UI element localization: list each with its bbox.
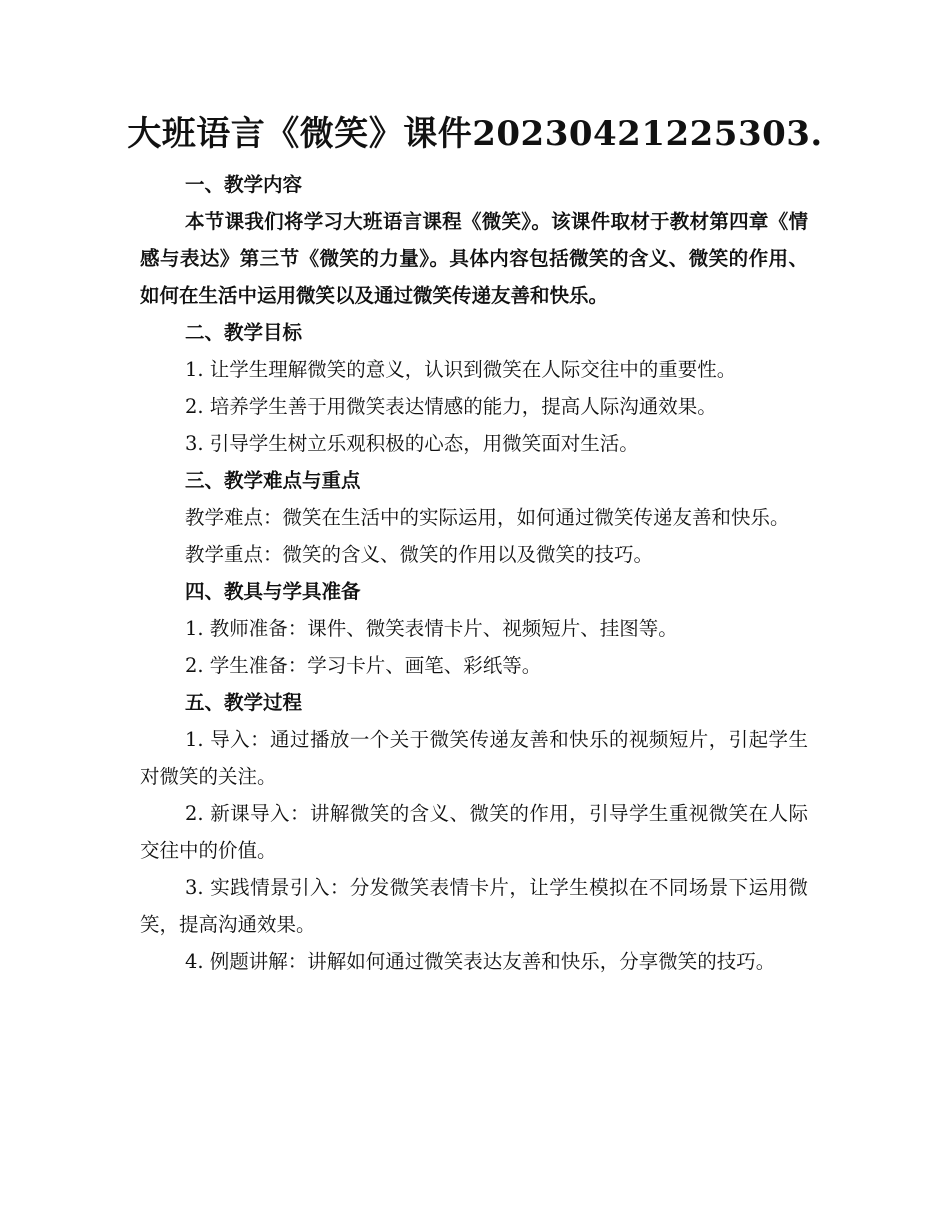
- key-point-paragraph: 教学重点：微笑的含义、微笑的作用以及微笑的技巧。: [185, 543, 654, 566]
- document-title: 大班语言《微笑》课件20230421225303.: [127, 114, 823, 154]
- document-body: [140, 166, 808, 980]
- section-heading-process: 五、教学过程: [185, 691, 303, 714]
- difficulty-paragraph: 教学难点：微笑在生活中的实际运用，如何通过微笑传递友善和快乐。: [185, 506, 790, 529]
- materials-item-1: 1. 教师准备：课件、微笑表情卡片、视频短片、挂图等。: [185, 617, 678, 640]
- process-step-2: 2. 新课导入：讲解微笑的含义、微笑的作用，引导学生重视微笑在人际交往中的价值。: [140, 802, 808, 862]
- process-step-3: 3. 实践情景引入：分发微笑表情卡片，让学生模拟在不同场景下运用微笑，提高沟通效果。: [140, 876, 808, 936]
- content-paragraph: 本节课我们将学习大班语言课程《微笑》。该课件取材于教材第四章《情感与表达》第三节《微笑的力量》。具体内容包括微笑的含义、微笑的作用、如何在生活中运用微笑以及通过微笑传递友善和快乐。: [140, 210, 808, 307]
- objective-item-1: 1. 让学生理解微笑的意义，认识到微笑在人际交往中的重要性。: [185, 358, 737, 381]
- objective-item-2: 2. 培养学生善于用微笑表达情感的能力，提高人际沟通效果。: [185, 395, 717, 418]
- section-heading-difficulties: 三、教学难点与重点: [185, 469, 361, 492]
- process-step-4: 4. 例题讲解：讲解如何通过微笑表达友善和快乐，分享微笑的技巧。: [185, 950, 776, 973]
- materials-item-2: 2. 学生准备：学习卡片、画笔、彩纸等。: [185, 654, 542, 677]
- objective-item-3: 3. 引导学生树立乐观积极的心态，用微笑面对生活。: [185, 432, 639, 455]
- process-step-1: 1. 导入：通过播放一个关于微笑传递友善和快乐的视频短片，引起学生对微笑的关注。: [140, 728, 808, 788]
- section-heading-materials: 四、教具与学具准备: [185, 580, 361, 603]
- section-heading-objectives: 二、教学目标: [185, 321, 303, 344]
- section-heading-content: 一、教学内容: [185, 173, 303, 196]
